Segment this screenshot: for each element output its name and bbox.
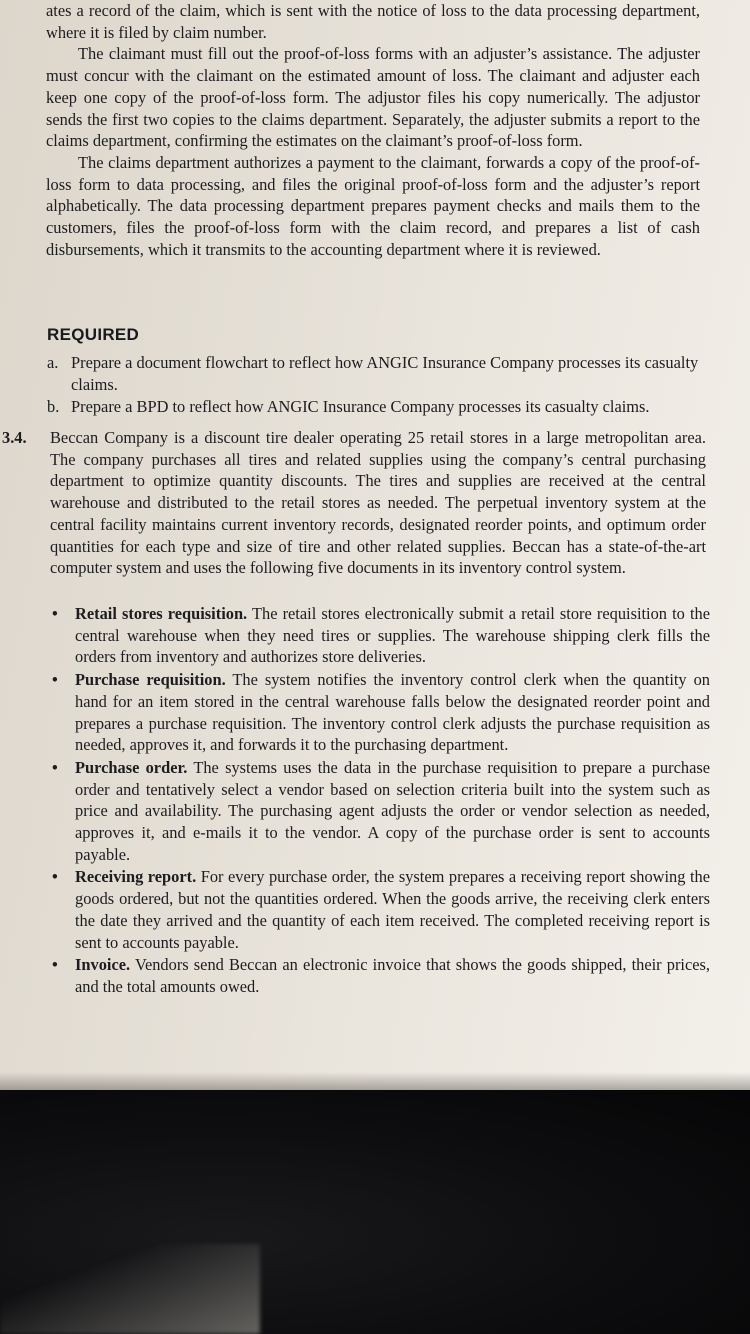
list-item-text: The systems uses the data in the purchase requisition to prepare a purchase order and tentatively select a vendor based on selection criteria built into the system such as price and availability. The purchasing agent adjusts the order or vendor selection as needed, approves it, and e-mails it to the vendor. A copy of the purchase order is sent to accounts payable. [75,757,710,864]
bullet-icon: • [52,955,58,975]
intro-paragraph-2: The claimant must fill out the proof-of-loss forms with an adjuster’s assistance. The adjuster must concur with the claimant on the estimated amount of loss. The claimant and adjuster each keep one copy of the proof-of-loss form. The adjustor files his copy numerically. The adjustor sends the first two copies to the claims department. Separately, the adjuster submits a report to the claims department, confirming the estimates on the claimant’s proof-of-loss form. [46,44,700,151]
required-item-b [47,396,707,418]
list-item-title: Purchase requisition. [75,670,226,690]
list-item [50,603,710,668]
list-item-text: The retail stores electronically submit a retail store requisition to the central warehouse when they need tires or supplies. The warehouse shipping clerk fills the orders from inventory and authorizes store deliveries. [75,604,710,667]
required-list [47,352,707,419]
list-item-text: The system notifies the inventory control clerk when the quantity on hand for an item stored in the central warehouse falls below the designated reorder point and prepares a purchase requisition. The inventory control clerk adjusts the purchase requisition as needed, approves it, and forwards it to the purchasing department. [75,670,710,755]
dark-background [0,1090,750,1334]
intro-section [46,0,700,260]
list-item-text: For every purchase order, the system prepares a receiving report showing the goods ordered, but not the quantities ordered. When the goods arrive, the receiving clerk enters the date they arrived and the quantity of each item received. The completed receiving report is sent to accounts payable. [75,867,710,952]
intro-paragraph-1: ates a record of the claim, which is sent with the notice of loss to the data processing department, where it is filed by claim number. [46,1,700,42]
list-item [50,757,710,866]
required-heading: REQUIRED [47,325,140,344]
list-item [50,669,710,756]
list-item [50,954,710,997]
required-item-text: Prepare a BPD to reflect how ANGIC Insurance Company processes its casualty claims. [71,397,650,417]
document-list [50,603,710,999]
problem-body: Beccan Company is a discount tire dealer operating 25 retail stores in a large metropolitan area. The company purchases all tires and related supplies using the company’s central purchasing department to optimize quantity discounts. The tires and supplies are received at the central warehouse and distributed to the retail stores as needed. The perpetual inventory system at the central facility maintains current inventory records, designated reorder points, and optimum order quantities for each type and size of tire and other related supplies. Beccan has a state-of-the-art computer system and uses the following five documents in its inventory control system. [50,428,706,578]
list-item-title: Receiving report. [75,867,197,887]
fabric-texture [0,1244,260,1334]
list-item-title: Purchase order. [75,757,188,777]
required-item-letter: a. [47,353,59,372]
bullet-icon: • [52,604,58,623]
required-item-a [47,352,707,395]
problem-number: 3.4. [2,428,27,447]
required-item-letter: b. [47,397,60,417]
bullet-icon: • [52,867,58,887]
bullet-icon: • [52,670,58,690]
list-item-text: Vendors send Beccan an electronic invoice that shows the goods shipped, their prices, and the total amounts owed. [75,955,710,996]
intro-paragraph-3: The claims department authorizes a payment to the claimant, forwards a copy of the proof-of-loss form to data processing, and files the original proof-of-loss form and the adjuster’s report alphabetically. The data processing department prepares payment checks and mails them to the customers, files the proof-of-loss form with the claim record, and prepares a list of cash disbursements, which it transmits to the accounting department where it is reviewed. [46,152,700,259]
list-item-title: Retail stores requisition. [75,604,248,623]
required-item-text: Prepare a document flowchart to reflect how ANGIC Insurance Company processes its casualty claims. [71,353,699,394]
bullet-icon: • [52,757,58,777]
list-item-title: Invoice. [75,955,131,975]
list-item [50,866,710,953]
